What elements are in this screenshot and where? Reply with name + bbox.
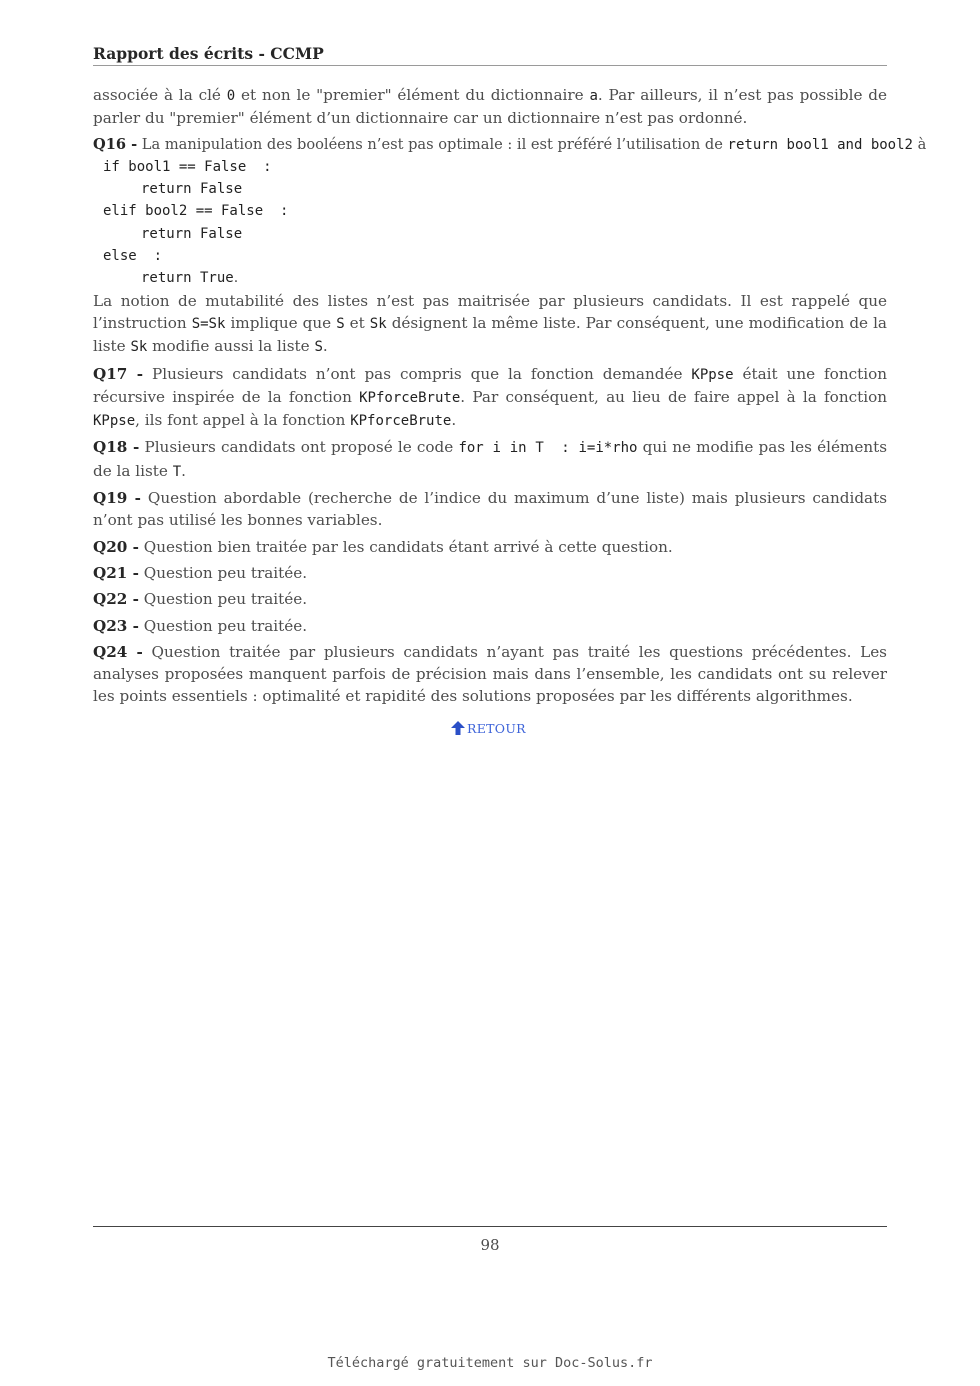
inline-code: Sk (369, 315, 387, 332)
question-q18 (93, 436, 887, 483)
question-text: . (451, 411, 457, 430)
paragraph-text: et (344, 313, 370, 332)
question-text: Question peu traitée. (138, 590, 308, 609)
question-text: Plusieurs candidats n’ont pas compris que la fonction demandée (143, 364, 692, 383)
question-text: Question abordable (recherche de l’indice du maximum d’une liste) mais plusieurs candidats n’ont pas utilisé les bonnes variables. (93, 489, 887, 530)
footer-divider (93, 1226, 887, 1227)
inline-code: KPpse (691, 366, 734, 383)
paragraph-text: La notion de mutabilité des listes n’est pas maitrisée par plusieurs candidats. Il est rappelé que l’instruction (93, 291, 887, 332)
inline-code: KPpse (93, 413, 136, 430)
question-label: Q23 - (93, 616, 139, 635)
page-number: 98 (480, 1236, 500, 1254)
download-note: Téléchargé gratuitement sur Doc-Solus.fr (327, 1355, 653, 1371)
question-text: Question traitée par plusieurs candidats n’ayant pas traité les questions précédentes. Les analyses proposées manquent parfois de précision mais dans l’ensemble, les candidats ont su relever les points essentiels : optimalité et rapidité des solutions proposées par les différents algorithmes. (93, 642, 887, 706)
intro-text: . Par ailleurs, il n’est pas possible de parler du "premier" élément d’un dictionnaire car un dictionnaire n’est pas ordonné. (93, 86, 887, 128)
paragraph-text: implique que (225, 313, 337, 332)
question-text: qui ne modifie pas les éléments de la liste (93, 438, 887, 480)
inline-code: return bool1 and bool2 (727, 136, 913, 153)
inline-code: S (336, 315, 345, 332)
inline-code: KPforceBrute (359, 389, 461, 406)
paragraph-text: désignent la même liste. Par conséquent, une modification de la liste (93, 313, 887, 356)
question-q23 (93, 615, 887, 637)
question-q24 (93, 641, 887, 708)
inline-code: KPforceBrute (350, 413, 452, 430)
code-line: return False (141, 225, 243, 242)
question-text: Question bien traitée par les candidats étant arrivé à cette question. (138, 537, 673, 556)
question-label: Q17 - (93, 364, 144, 383)
question-text: à (912, 135, 927, 153)
report-content (93, 84, 927, 712)
inline-code: for i in T : i=i*rho (458, 440, 638, 457)
paragraph-text: modifie aussi la liste (147, 337, 315, 356)
question-q19 (93, 487, 887, 532)
question-text: . (181, 461, 186, 480)
arrow-up-icon (450, 720, 466, 736)
intro-paragraph (93, 84, 887, 130)
code-end-punct: . (233, 270, 239, 287)
question-text: Question peu traitée. (138, 563, 308, 582)
question-q21 (93, 562, 887, 584)
inline-code: Sk (130, 339, 148, 356)
back-link[interactable] (450, 720, 526, 736)
code-line: else : (103, 248, 163, 265)
code-block (93, 156, 887, 290)
page-header (93, 44, 887, 66)
mutability-paragraph (93, 290, 887, 359)
question-label: Q18 - (93, 438, 140, 457)
code-line (93, 267, 887, 289)
inline-code: T (172, 463, 182, 480)
question-text: Plusieurs candidats ont proposé le code (139, 438, 459, 457)
inline-code: 0 (226, 88, 236, 104)
code-line: return False (141, 181, 243, 198)
paragraph-text: . (322, 337, 328, 356)
inline-code: a (589, 88, 598, 104)
question-q17 (93, 363, 887, 433)
intro-text: et non le "premier" élément du dictionnaire (235, 86, 590, 104)
header-title: Rapport des écrits - CCMP (93, 44, 324, 63)
question-text: Question peu traitée. (138, 616, 308, 635)
question-q20 (93, 536, 887, 558)
intro-text: associée à la clé (93, 86, 227, 104)
question-label: Q20 - (93, 537, 139, 556)
question-text: , ils font appel à la fonction (135, 411, 351, 430)
inline-code: S (314, 339, 323, 356)
question-label: Q22 - (93, 590, 139, 609)
code-line: elif bool2 == False : (103, 203, 289, 220)
question-text: était une fonction récursive inspirée de la fonction (93, 364, 887, 406)
question-label: Q19 - (93, 489, 141, 508)
question-label: Q16 - (93, 135, 138, 153)
inline-code: S=Sk (191, 315, 226, 332)
question-label: Q21 - (93, 563, 139, 582)
question-q22 (93, 588, 887, 610)
code-line: if bool1 == False : (103, 158, 272, 175)
question-q16 (93, 134, 927, 359)
question-label: Q24 - (93, 642, 143, 661)
question-text: . Par conséquent, au lieu de faire appel à la fonction (460, 387, 887, 406)
question-text: La manipulation des booléens n’est pas optimale : il est préféré l’utilisation de (137, 135, 728, 153)
back-link-label: RETOUR (467, 720, 526, 736)
q16-line (93, 134, 927, 156)
code-text: return True (141, 270, 234, 287)
